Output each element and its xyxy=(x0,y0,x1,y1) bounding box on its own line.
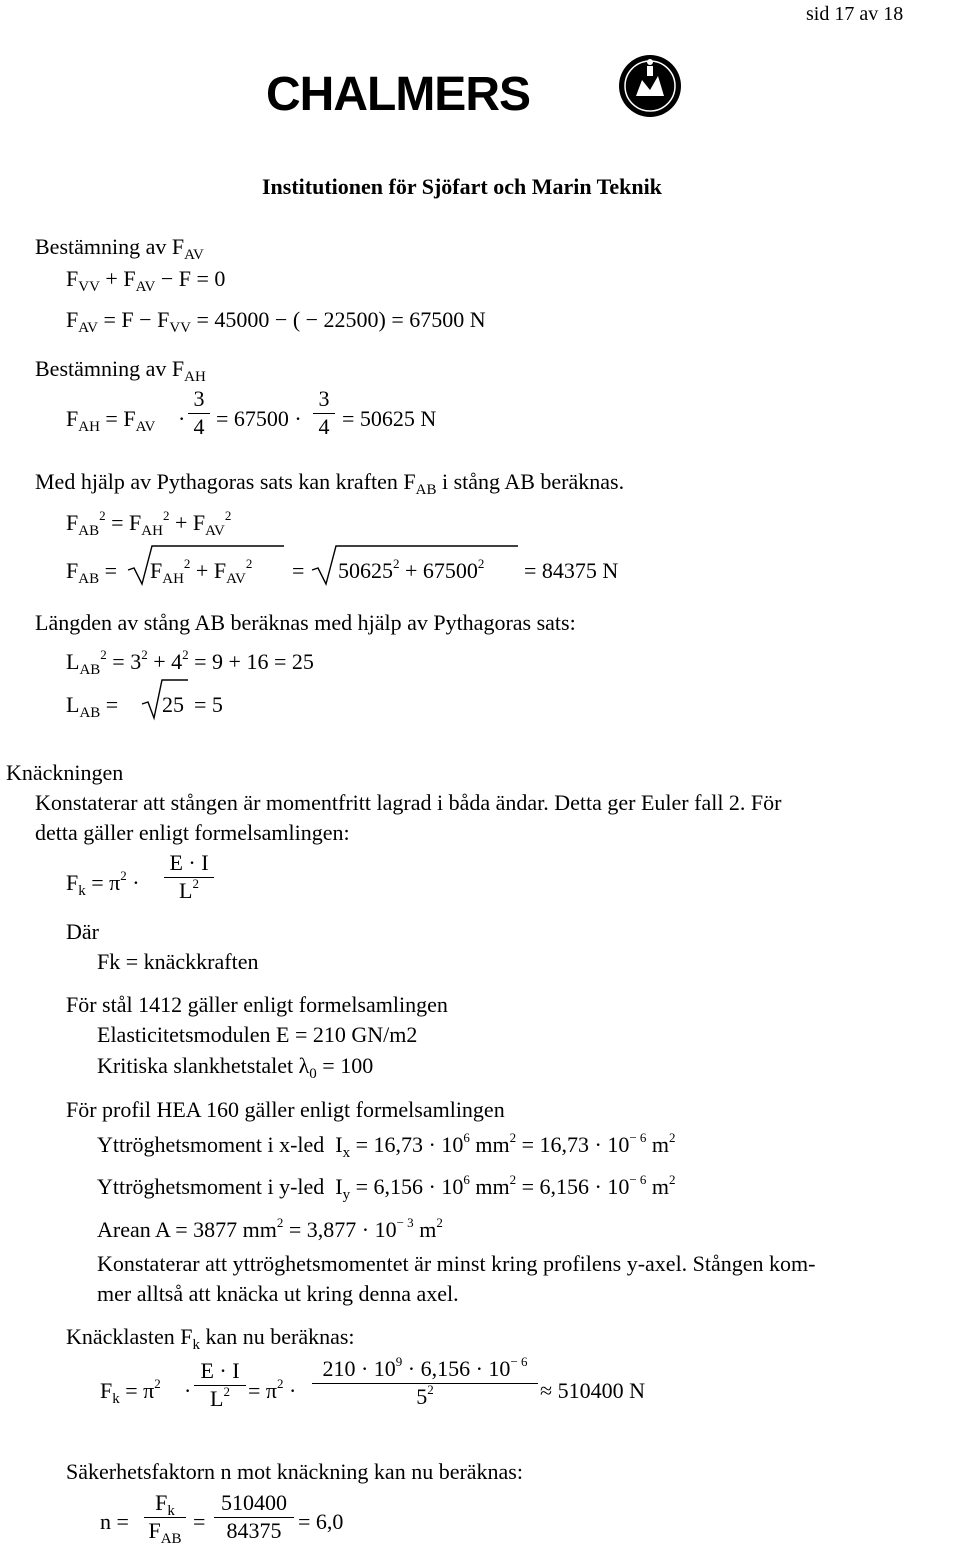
text-conclusion-line-2: mer alltså att knäcka ut kring denna axel. xyxy=(97,1281,459,1306)
heading-fav: Bestämning av $F_{AV}$ xyxy=(35,234,204,263)
paragraph-line-1: Konstaterar att stången är momentfritt lagrad i båda ändar. Detta ger Euler fall 2. För xyxy=(35,790,782,815)
equation-fab-squared: $F_{AB}^2 = F_{AH}^2 + F_{AV}^2$ xyxy=(66,508,232,539)
institution-title: Institutionen för Sjöfart och Marin Teknik xyxy=(262,174,662,199)
equation-fab-result: = 84375 N xyxy=(524,558,619,583)
fraction-fk-fab: $F_k$ $F_{AB}$ xyxy=(144,1492,186,1542)
text-pythagoras-force: Med hjälp av Pythagoras sats kan kraften $F_{AB}$ i stång AB beräknas. xyxy=(35,469,625,498)
sqrt-content-2: $50625^2 + 67500^2$ xyxy=(338,556,485,583)
text-dar: Där xyxy=(66,919,99,944)
fraction-3-4-b: 3 4 xyxy=(313,388,335,438)
fraction-numeric: $210 \cdot 10^9 \cdot 6,156 \cdot 10^{- 6}$ $5^2$ xyxy=(312,1358,538,1408)
equals-sign: = xyxy=(292,558,305,583)
text-buckling-load-heading: Knäcklasten $F_k$ kan nu beräknas: xyxy=(66,1324,355,1353)
equation-fah-result: = 50625 N xyxy=(342,406,437,431)
equation-euler: $F_k = \pi^2$ · xyxy=(66,868,140,899)
equation-lab-result: = 5 xyxy=(194,692,223,717)
equation-fah: $F_{AH} = F_{AV}$ xyxy=(66,406,156,435)
equation-lab-squared: $L_{AB}^2 = 3^2 + 4^2 = 9 + 16 = 25$ xyxy=(66,647,314,678)
text-steel-heading: För stål 1412 gäller enligt formelsamlingen xyxy=(66,992,448,1017)
paragraph-line-2: detta gäller enligt formelsamlingen: xyxy=(35,820,350,845)
logo-text: CHALMERS xyxy=(266,68,530,120)
equation-fav-value: $F_{AV} = F - F_{VV} = 45000$ − ( − 22500) = 67500 N xyxy=(66,307,486,336)
equation-lab: $L_{AB}$ = xyxy=(66,692,119,721)
page-number: sid 17 av 18 xyxy=(806,3,904,25)
equation-ix: Yttröghetsmoment i x-led $I_x = 16,73 \cdot 10^6$ $mm^2 = 16,73 \cdot 10^{- 6}$ $m^2$ xyxy=(97,1130,676,1161)
fraction-ei-l2: E · I $L^2$ xyxy=(164,852,214,902)
text-conclusion-line-1: Konstaterar att yttröghetsmomentet är minst kring profilens y-axel. Stången kom- xyxy=(97,1251,816,1276)
equation-fk-result: ≈ 510400 N xyxy=(540,1378,645,1403)
fraction-3-4-a: 3 4 xyxy=(188,388,210,438)
fraction-510400-84375: 510400 84375 xyxy=(214,1492,294,1542)
equation-area: Arean A = 3877 $mm^2 = 3,877 \cdot 10^{- 3}$ $m^2$ xyxy=(97,1215,443,1242)
text-safety-factor-heading: Säkerhetsfaktorn n mot knäckning kan nu beräknas: xyxy=(66,1459,523,1484)
text-pythagoras-length: Längden av stång AB beräknas med hjälp av Pythagoras sats: xyxy=(35,610,576,635)
equation-fab-lhs: $F_{AB}$ = xyxy=(66,558,118,587)
chalmers-emblem-icon xyxy=(619,55,681,117)
equation-iy: Yttröghetsmoment i y-led $I_y = 6,156 \cdot 10^6$ $mm^2 = 6,156 \cdot 10^{- 6}$ $m^2$ xyxy=(97,1172,676,1203)
fraction-ei-l2-b: E · I $L^2$ xyxy=(194,1360,246,1410)
equation-n-lhs: n = xyxy=(100,1509,129,1534)
equation-fah-mid: = 67500 · xyxy=(216,406,302,431)
heading-fah: Bestämning av $F_{AH}$ xyxy=(35,356,206,385)
text-elasticity-modulus: Elasticitetsmodulen E = 210 GN/m2 xyxy=(97,1022,418,1047)
sqrt-content-1: $F_{AH}^2 + F_{AV}^2$ xyxy=(150,556,253,587)
heading-knackningen: Knäckningen xyxy=(6,760,124,785)
equals-sign-n: = xyxy=(193,1509,206,1534)
text-slenderness: Kritiska slankhetstalet $\lambda_0 = 100$ xyxy=(97,1053,374,1082)
sqrt-content-3: 25 xyxy=(162,692,184,717)
chalmers-logo xyxy=(262,52,690,120)
equation-fk-lhs: $F_k = \pi^2$ xyxy=(100,1376,161,1407)
equation-fk-mid: = $\pi^2$ · xyxy=(248,1376,297,1403)
text-profile-heading: För profil HEA 160 gäller enligt formelsamlingen xyxy=(66,1097,505,1122)
equation-n-result: = 6,0 xyxy=(298,1509,344,1534)
text-fk-definition: Fk = knäckkraften xyxy=(97,949,259,974)
equation-force-balance: $F_{VV} + F_{AV} - F = 0$ xyxy=(66,266,226,295)
